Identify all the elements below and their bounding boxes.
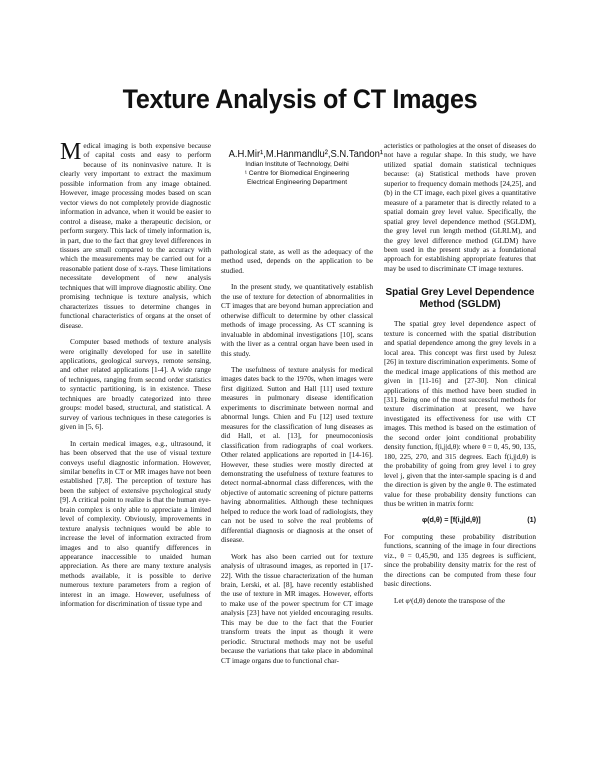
section-heading: Spatial Grey Level Dependence Method (SGLDM) bbox=[385, 287, 535, 311]
affiliation-line: Indian Institute of Technology, Delhi bbox=[245, 161, 349, 168]
paragraph: In certain medical images, e.g., ultrasound, it has been observed that the use of visual texture conveys useful diagnostic information. However, similar benefits in CT or MR images have not been established [7,8]. The perception of texture has been the subject of extensive psychological study [9]. A critical point to realize is that the human eye-brain complex is only able to appreciate a limited level of complexity. Obviously, improvements in texture analysis techniques would be able to increase the level of information extracted from images and to also quantify differences in appearance inaccessible to unaided human appreciation. As there are many texture analysis methods available, it is possible to derive numerous texture parameters from a region of interest in an image. However, usefulness of information for discrimination of tissue type and bbox=[60, 438, 211, 609]
paragraph: The usefulness of texture analysis for medical images dates back to the 1970s, when images were first digitized. Sutton and Hall [11] used texture measures in pulmonary disease identification experiments to discriminate between normal and abnormal lungs. Chien and Fu [12] used texture measures for the classification of lung diseases as did Hall, et al. [13], for pneumoconiosis classification from radiographs of coal workers. Other related applications are reported in [14-16]. However, these studies were mostly directed at demonstrating the usefulness of texture features to detect normal-abnormal class differences, with the objective of automatic screening of picture patterns having abnormalities. Although these techniques helped to reduce the work load of radiologists, they can not be used to solve the real problems of differential diagnosis or diagnosis at the onset of disease. bbox=[221, 364, 373, 545]
drop-cap: M bbox=[60, 139, 82, 165]
affiliation-line: Electrical Engineering Department bbox=[246, 178, 348, 186]
paragraph: Computer based methods of texture analysis were originally developed for use in satellite applications, geological surveys, remote sensing, and other related applications [1-4]. A wide range of techniques, ranging from second order statistics to syntactic partitioning, is in existence. These techniques are broadly categorized into three groups: model based, structural, and statistical. A survey of various techniques in these categories is given in [5, 6]. bbox=[60, 337, 211, 432]
column-1 bbox=[60, 141, 211, 616]
equation-body: φ(d,θ) = [f(i,j|d,θ)] bbox=[422, 515, 481, 525]
paragraph: The spatial grey level dependence aspect of texture is concerned with the spatial distribution and spatial dependence among the grey levels in a local area. This concept was first used by Julesz [26] in texture discrimination experiments. Some of the medical image applications of this method are given in [11-16] and [27-30]. Non clinical applications of this method have been studied in [31]. Being one of the most successful methods for texture discrimination at present, we have investigated its effectiveness for use with CT images. This method is based on the estimation of the second order joint conditional probability density function, f(i,j|d,θ): where θ = 0, 45, 90, 135, 180, 225, 270, and 315 degrees. Each f(i,j|d,θ) is the probability of going from grey level i to grey level j, given that the inter-sample spacing is d and the direction is given by the angle θ. The estimated value for these probability density functions can thus be written in matrix form: bbox=[384, 319, 536, 508]
paragraph: Let φᵗ(d,θ) denote the transpose of the bbox=[394, 595, 506, 605]
column-3 bbox=[384, 141, 536, 612]
affiliation-line: ¹ Centre for Biomedical Engineering bbox=[244, 169, 350, 177]
paragraph: Work has also been carried out for texture analysis of ultrasound images, as reported in [17-22]. With the tissue characterization of the human brain, Lerski, et al. [8], have recently established the use of texture in MR images. However, efforts to make use of the power spectrum for CT image analysis [23] have not yielded encouraging results. This may be due to the fact that the Fourier transform treats the input as though it were periodic. Structural methods may not be useful because the variations that take place in abdominal CT image organs due to functional char- bbox=[221, 551, 373, 665]
paragraph: In the present study, we quantitatively establish the use of texture for detection of abnormalities in CT images that are beyond human appreciation and otherwise difficult to determine by other classical methods of image processing. As CT scanning is invaluable in abdominal investigations [10], scans with the liver as a central organ have been used in this study. bbox=[221, 282, 373, 358]
equation bbox=[384, 515, 536, 524]
paragraph: acteristics or pathologies at the onset of diseases do not have a regular shape. In this study, we have utilized spatial domain statistical techniques because: (a) Statistical methods have proven superior to frequency domain methods [24,25], and (b) in the CT image, each pixel gives a quantitative measure of a parameter that is directly related to a spatial domain grey level value. Specifically, the spatial grey level dependence method (SGLDM), the grey level run length method (GLRLM), and the grey level difference method (GLDM) have been used in the present study as a foundational approach for establishing appropriate features that may be used to discriminate CT image textures. bbox=[384, 141, 536, 273]
author-block bbox=[221, 148, 384, 187]
paragraph: Medical imaging is both expensive because of capital costs and easy to perform because of its noninvasive nature. It is clearly very important to extract the maximum possible information from any image obtained. However, image processing modes based on scan vector views do not completely provide diagnostic information in advance, when it would be easier to control a disease, make a therapeutic decision, or perform surgery. This lack of timely information is, in part, due to the fact that grey level differences in tissues are small compared to the accuracy with which the measurements may be carried out for a reasonable patient dose of x-rays. These limitations necessitate development of new analysis techniques that will improve diagnostic ability. One promising technique is texture analysis, which characterizes tissues to determine changes in functional characteristics of organs at the onset of disease. bbox=[60, 139, 211, 330]
author-names: A.H.Mir¹,M.Hanmandlu²,S.N.Tandon¹ bbox=[228, 148, 384, 160]
column-2 bbox=[221, 247, 373, 672]
paper-title: Texture Analysis of CT Images bbox=[122, 84, 478, 114]
paragraph: pathological state, as well as the adequacy of the method used, depends on the application to be studied. bbox=[221, 247, 373, 275]
paragraph: For computing these probability distribution functions, scanning of the image in four directions viz., θ = 0,45,90, and 135 degrees is sufficient, since the probability density matrix for the rest of the directions can be computed from these four basic directions. bbox=[384, 531, 536, 589]
equation-number: (1) bbox=[527, 515, 536, 525]
